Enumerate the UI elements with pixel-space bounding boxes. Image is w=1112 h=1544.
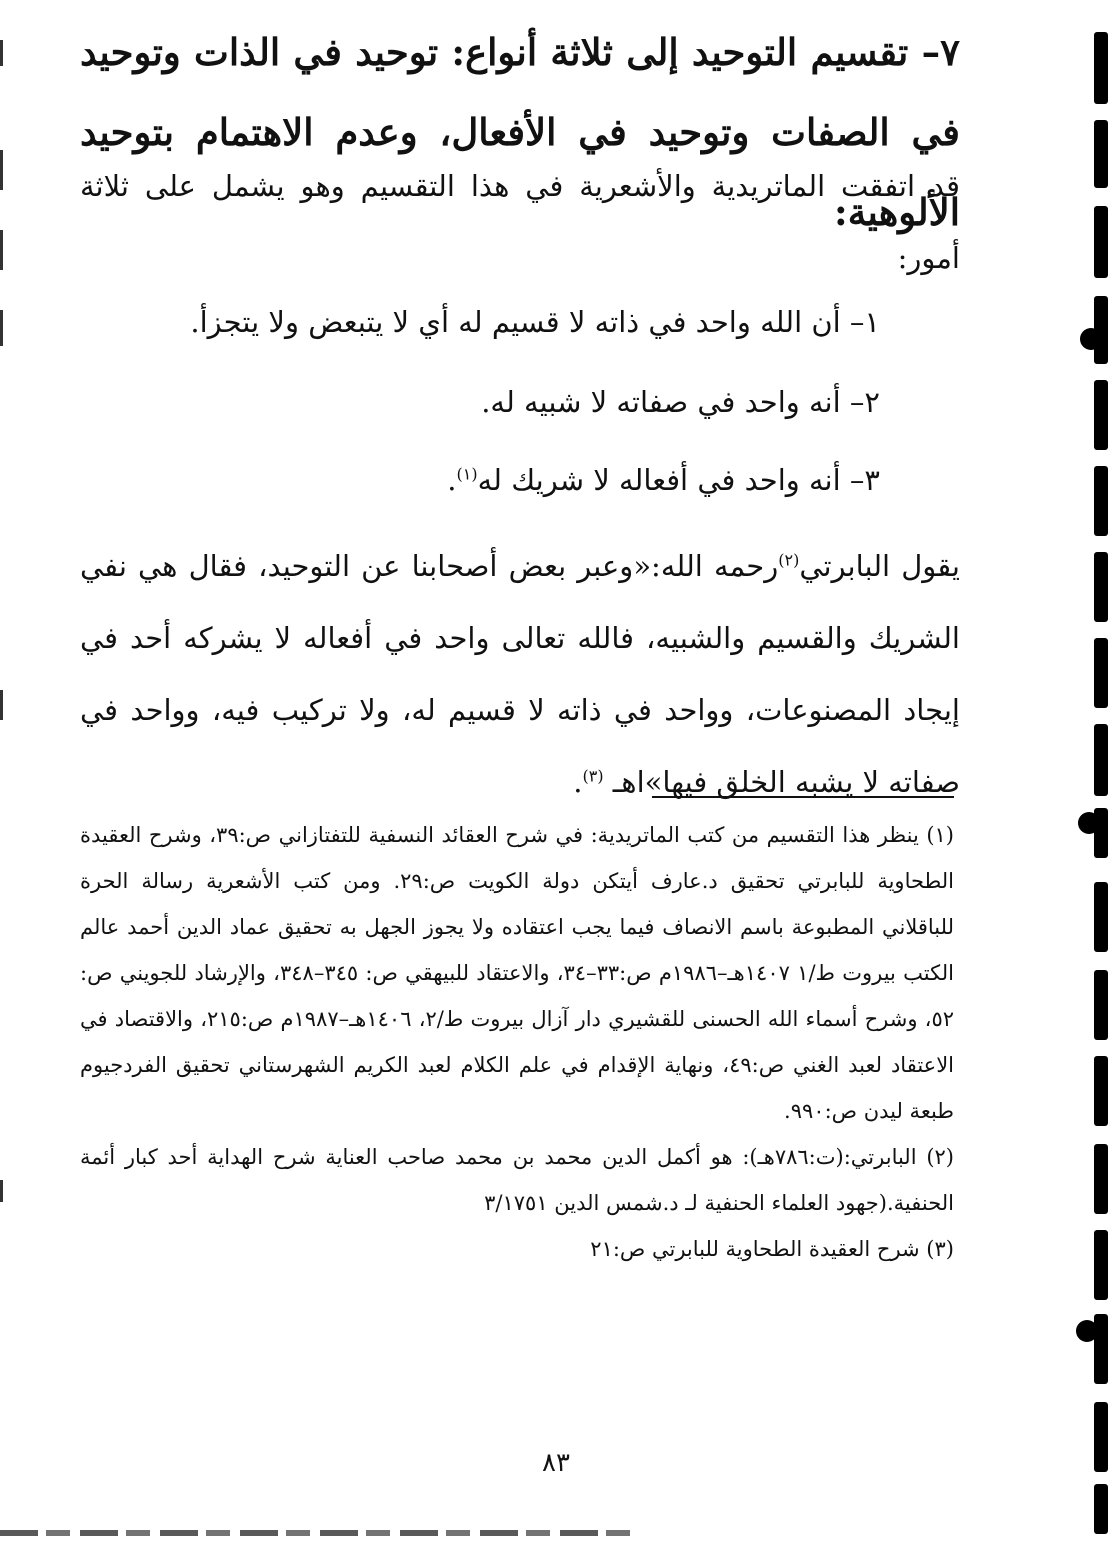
- binding-hole-mark: [1094, 970, 1108, 1040]
- footnotes: [80, 812, 954, 1272]
- quote-paragraph: [80, 530, 960, 818]
- quote-body: رحمه الله:«وعبر بعض أصحابنا عن التوحيد، فقال هي نفي الشريك والقسيم والشبيه، فالله تعالى واحد في أفعاله لا يشركه أحد في إيجاد المصنوعات، وواحد في ذاته لا قسيم له، ولا تركيب فيه، وواحد في صفاته لا يشبه الخلق فيها»اهـ: [80, 549, 960, 799]
- binding-hole-mark: [1094, 638, 1108, 708]
- binding-hole-mark: [1094, 1144, 1108, 1214]
- quote-end: .: [573, 765, 583, 799]
- list-item-1: ١– أن الله واحد في ذاته لا قسيم له أي لا يتبعض ولا يتجزأ.: [190, 305, 880, 339]
- binding-hole-mark: [1094, 466, 1108, 536]
- scan-edge-mark: [0, 310, 3, 346]
- binding-hole-mark: [1094, 1402, 1108, 1472]
- binding-hole-mark: [1094, 206, 1108, 278]
- binding-hole-mark: [1094, 380, 1108, 450]
- binding-dot-mark: [1078, 812, 1100, 834]
- binding-hole-mark: [1094, 882, 1108, 952]
- scan-bottom-artifact: [0, 1530, 640, 1536]
- list-item-3-text: ٣– أنه واحد في أفعاله لا شريك له: [477, 463, 880, 497]
- scan-edge-mark: [0, 1180, 3, 1202]
- page-number: ٨٣: [542, 1448, 570, 1478]
- footnote-3: (٣) شرح العقيدة الطحاوية للبابرتي ص:٢١: [590, 1237, 954, 1261]
- footnote-ref-2: (٢): [778, 550, 800, 570]
- binding-dot-mark: [1080, 328, 1102, 350]
- binding-dot-mark: [1076, 1320, 1098, 1342]
- list-item-3: [120, 460, 880, 500]
- footnote-ref-1: (١): [456, 464, 478, 484]
- quote-start: يقول البابرتي: [799, 549, 960, 583]
- intro-paragraph: قد اتفقت الماتريدية والأشعرية في هذا التقسيم وهو يشمل على ثلاثة أمور:: [80, 169, 960, 275]
- section-heading: ٧– تقسيم التوحيد إلى ثلاثة أنواع: توحيد في الذات وتوحيد في الصفات وتوحيد في الأفعال، وعدم الاهتمام بتوحيد الألوهية:: [80, 30, 960, 234]
- footnote-2: (٢) البابرتي:(ت:٧٨٦هـ): هو أكمل الدين محمد بن محمد صاحب العناية شرح الهداية أحد كبار أئمة الحنفية.(جهود العلماء الحنفية لـ د.شمس الدين ٣/١٧٥١: [80, 1145, 954, 1215]
- scan-edge-mark: [0, 150, 3, 190]
- scan-edge-mark: [0, 230, 3, 270]
- binding-hole-mark: [1094, 1230, 1108, 1300]
- binding-hole-mark: [1094, 120, 1108, 188]
- binding-hole-mark: [1094, 552, 1108, 622]
- scan-edge-mark: [0, 40, 3, 66]
- binding-hole-mark: [1094, 32, 1108, 104]
- binding-hole-mark: [1094, 1484, 1108, 1534]
- list-item-3-end: .: [447, 463, 457, 497]
- binding-hole-mark: [1094, 724, 1108, 796]
- footnote-divider: [652, 796, 954, 798]
- footnote-1: (١) ينظر هذا التقسيم من كتب الماتريدية: في شرح العقائد النسفية للتفتازاني ص:٣٩، وشرح العقيدة الطحاوية للبابرتي تحقيق د.عارف أيتكن دولة الكويت ص:٢٩. ومن كتب الأشعرية رسالة الحرة للباقلاني المطبوعة باسم الانصاف فيما يجب اعتقاده ولا يجوز الجهل به تحقيق عماد الدين أحمد عالم الكتب بيروت ط/١ ١٤٠٧هـ–١٩٨٦م ص:٣٣–٣٤، والاعتقاد للبيهقي ص: ٣٤٥–٣٤٨، والإرشاد للجويني ص: ٥٢، وشرح أسماء الله الحسنى للقشيري دار آزال بيروت ط/٢، ١٤٠٦هـ–١٩٨٧م ص:٢١٥، والاقتصاد في الاعتقاد لعبد الغني ص:٤٩، ونهاية الإقدام في علم الكلام لعبد الكريم الشهرستاني تحقيق الفردجيوم طبعة ليدن ص:٩٩٠.: [80, 823, 955, 1123]
- footnote-ref-3: (٣): [582, 766, 604, 786]
- list-item-2: ٢– أنه واحد في صفاته لا شبيه له.: [481, 385, 880, 419]
- binding-hole-mark: [1094, 1056, 1108, 1126]
- scan-edge-mark: [0, 690, 3, 720]
